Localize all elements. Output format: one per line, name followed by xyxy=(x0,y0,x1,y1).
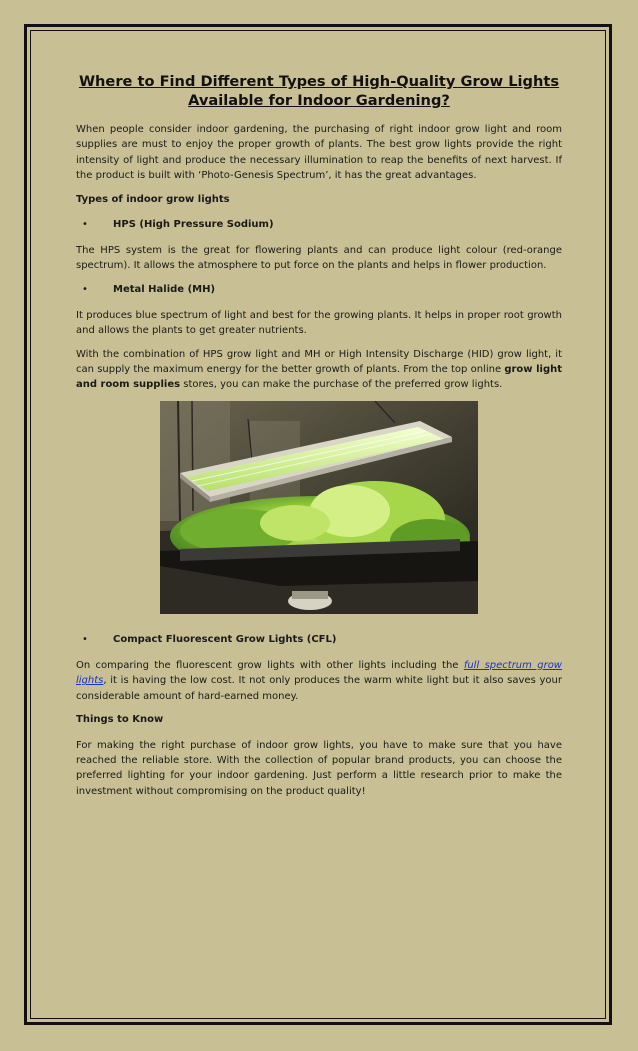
bullet-mh-label: Metal Halide (MH) xyxy=(113,283,216,295)
bullet-hps-label: HPS (High Pressure Sodium) xyxy=(113,219,274,231)
bullet-cfl xyxy=(76,632,562,647)
combo-text-before: With the combination of HPS grow light and MH or High Intensity Discharge (HID) grow light, it can supply the maximum energy for the better growth of plants. From the top online xyxy=(76,348,562,376)
cfl-text-after: , it is having the low cost. It not only produces the warm white light but it also saves your considerable amount of hard-earned money. xyxy=(76,675,562,702)
bullet-cfl-label: Compact Fluorescent Grow Lights (CFL) xyxy=(113,633,337,645)
bullet-hps xyxy=(76,217,562,232)
things-heading: Things to Know xyxy=(76,714,164,726)
grow-light-photo xyxy=(160,401,478,614)
cfl-paragraph xyxy=(76,658,562,704)
article-title: Where to Find Different Types of High-Quality Grow Lights Available for Indoor Gardening? xyxy=(78,73,560,109)
combo-bold-phrase: grow light and room supplies xyxy=(76,364,562,391)
full-spectrum-grow-lights-link[interactable]: full spectrum grow lights xyxy=(76,659,562,687)
cfl-text-before: On comparing the fluorescent grow lights with other lights including the xyxy=(76,659,464,671)
combo-paragraph xyxy=(76,347,562,393)
hps-paragraph: The HPS system is the great for flowering plants and can produce light colour (red-orange spectrum). It allows the atmosphere to put force on the plants and helps in flower production. xyxy=(76,245,562,272)
intro-paragraph: When people consider indoor gardening, the purchasing of right indoor grow light and room supplies are must to enjoy the proper growth of plants. The best grow lights provide the right intensity of light and produce the necessary illumination to reap the benefits of next harvest. If the product is built with ‘Photo-Genesis Spectrum’, it has the great advantages. xyxy=(76,124,562,182)
combo-text-after: stores, you can make the purchase of the preferred grow lights. xyxy=(180,379,503,391)
bullet-mh xyxy=(76,282,562,297)
bullet-dot: • xyxy=(82,283,88,295)
bullet-dot: • xyxy=(82,633,88,645)
mh-paragraph: It produces blue spectrum of light and best for the growing plants. It helps in proper root growth and allows the plants to get greater nutrients. xyxy=(76,309,562,337)
bullet-dot: • xyxy=(82,219,88,231)
article xyxy=(76,72,562,807)
types-heading: Types of indoor grow lights xyxy=(76,193,230,205)
things-paragraph: For making the right purchase of indoor grow lights, you have to make sure that you have reached the reliable store. With the collection of popular brand products, you can choose the preferred lighting for your indoor gardening. Just perform a little research prior to make the investment without compromising on the product quality! xyxy=(76,739,562,797)
